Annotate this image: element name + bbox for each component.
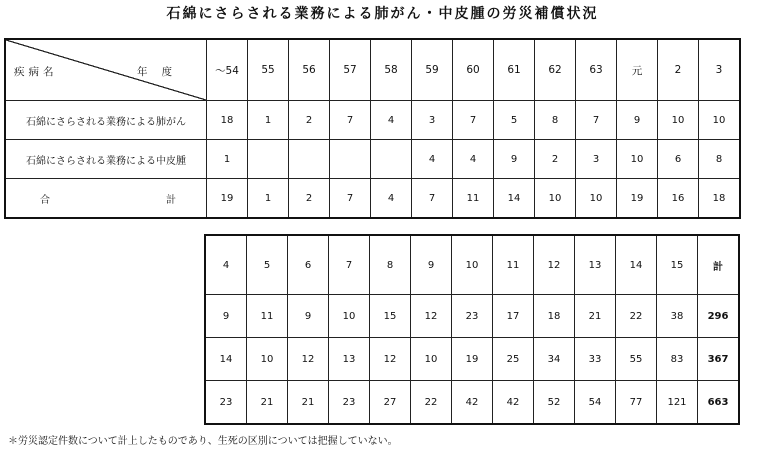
row-total-cell: 367 xyxy=(698,338,740,381)
year-header: 59 xyxy=(412,39,453,101)
table-cell xyxy=(248,140,289,179)
total-cell: 14 xyxy=(494,179,535,219)
table-cell: 2 xyxy=(289,101,330,140)
total-header: 計 xyxy=(698,235,740,295)
year-header: 2 xyxy=(658,39,699,101)
table1-row-mesothelioma xyxy=(5,140,740,179)
year-header: 12 xyxy=(534,235,575,295)
table-cell: 10 xyxy=(329,295,370,338)
table-cell: 19 xyxy=(452,338,493,381)
year-header: 61 xyxy=(494,39,535,101)
year-header: 56 xyxy=(289,39,330,101)
total-cell: 54 xyxy=(575,381,616,425)
year-header: 5 xyxy=(247,235,288,295)
table-cell: 34 xyxy=(534,338,575,381)
table-cell: 7 xyxy=(576,101,617,140)
total-cell: 23 xyxy=(329,381,370,425)
table-cell: 6 xyxy=(658,140,699,179)
year-header: 元 xyxy=(617,39,658,101)
compensation-table-1 xyxy=(4,38,741,219)
table2-row-total xyxy=(205,381,739,425)
table-cell: 15 xyxy=(370,295,411,338)
year-header: ～54 xyxy=(207,39,248,101)
table-cell: 13 xyxy=(329,338,370,381)
table-cell: 1 xyxy=(207,140,248,179)
table-cell: 9 xyxy=(617,101,658,140)
year-header: 10 xyxy=(452,235,493,295)
row-total-cell: 296 xyxy=(698,295,740,338)
table-cell: 2 xyxy=(535,140,576,179)
total-cell: 42 xyxy=(452,381,493,425)
total-cell: 121 xyxy=(657,381,698,425)
total-cell: 1 xyxy=(248,179,289,219)
year-header: 11 xyxy=(493,235,534,295)
table-cell xyxy=(371,140,412,179)
table-cell: 22 xyxy=(616,295,657,338)
table1-row-lung-cancer xyxy=(5,101,740,140)
total-label-right: 計 xyxy=(166,195,176,206)
total-cell: 10 xyxy=(535,179,576,219)
year-header: 8 xyxy=(370,235,411,295)
total-cell: 7 xyxy=(412,179,453,219)
table-cell: 5 xyxy=(494,101,535,140)
table-cell: 17 xyxy=(493,295,534,338)
total-cell: 42 xyxy=(493,381,534,425)
total-cell: 21 xyxy=(288,381,329,425)
total-cell: 52 xyxy=(534,381,575,425)
compensation-table-2 xyxy=(204,234,740,425)
table-cell xyxy=(289,140,330,179)
total-cell: 19 xyxy=(207,179,248,219)
table-cell xyxy=(330,140,371,179)
row-label: 石綿にさらされる業務による肺がん xyxy=(5,101,207,140)
total-cell: 21 xyxy=(247,381,288,425)
table2-row-mesothelioma xyxy=(205,338,739,381)
table-cell: 9 xyxy=(288,295,329,338)
total-cell: 77 xyxy=(616,381,657,425)
table-cell: 10 xyxy=(658,101,699,140)
table-cell: 10 xyxy=(617,140,658,179)
footnote: ＊労災認定件数について計上したものであり、生死の区別については把握していない。 xyxy=(8,436,398,447)
total-cell: 27 xyxy=(370,381,411,425)
total-cell: 22 xyxy=(411,381,452,425)
table-cell: 11 xyxy=(247,295,288,338)
table-cell: 8 xyxy=(535,101,576,140)
total-cell: 18 xyxy=(699,179,741,219)
table-cell: 14 xyxy=(205,338,247,381)
corner-label-disease: 疾病名 xyxy=(14,66,58,78)
year-header: 60 xyxy=(453,39,494,101)
table-cell: 21 xyxy=(575,295,616,338)
table-cell: 10 xyxy=(699,101,741,140)
year-header: 15 xyxy=(657,235,698,295)
total-cell: 4 xyxy=(371,179,412,219)
table-cell: 23 xyxy=(452,295,493,338)
year-header: 4 xyxy=(205,235,247,295)
year-header: 13 xyxy=(575,235,616,295)
year-header: 7 xyxy=(329,235,370,295)
table-cell: 4 xyxy=(371,101,412,140)
total-cell: 16 xyxy=(658,179,699,219)
year-header: 58 xyxy=(371,39,412,101)
corner-label-year: 年度 xyxy=(137,66,186,78)
total-label-cell xyxy=(5,179,207,219)
table-cell: 10 xyxy=(411,338,452,381)
table-cell: 4 xyxy=(453,140,494,179)
total-cell: 11 xyxy=(453,179,494,219)
total-label-left: 合 xyxy=(40,195,50,206)
total-cell: 2 xyxy=(289,179,330,219)
table-cell: 9 xyxy=(494,140,535,179)
table-cell: 3 xyxy=(576,140,617,179)
year-header: 3 xyxy=(699,39,741,101)
table-cell: 4 xyxy=(412,140,453,179)
grand-total-cell: 663 xyxy=(698,381,740,425)
table-cell: 7 xyxy=(330,101,371,140)
year-header: 14 xyxy=(616,235,657,295)
year-header: 63 xyxy=(576,39,617,101)
year-header: 9 xyxy=(411,235,452,295)
table-cell: 1 xyxy=(248,101,289,140)
table-cell: 12 xyxy=(288,338,329,381)
year-header: 62 xyxy=(535,39,576,101)
table-cell: 12 xyxy=(411,295,452,338)
table-cell: 33 xyxy=(575,338,616,381)
year-header: 55 xyxy=(248,39,289,101)
row-label: 石綿にさらされる業務による中皮腫 xyxy=(5,140,207,179)
table-cell: 55 xyxy=(616,338,657,381)
table-cell: 25 xyxy=(493,338,534,381)
table1-corner-cell xyxy=(5,39,207,101)
table-cell: 38 xyxy=(657,295,698,338)
total-cell: 7 xyxy=(330,179,371,219)
table2-header-row xyxy=(205,235,739,295)
table2-row-lung-cancer xyxy=(205,295,739,338)
table-cell: 18 xyxy=(207,101,248,140)
table-cell: 3 xyxy=(412,101,453,140)
table-cell: 10 xyxy=(247,338,288,381)
total-cell: 23 xyxy=(205,381,247,425)
total-cell: 10 xyxy=(576,179,617,219)
year-header: 57 xyxy=(330,39,371,101)
page-title: 石綿にさらされる業務による肺がん・中皮腫の労災補償状況 xyxy=(166,6,599,22)
table-cell: 7 xyxy=(453,101,494,140)
table-cell: 18 xyxy=(534,295,575,338)
table-cell: 83 xyxy=(657,338,698,381)
table1-row-total xyxy=(5,179,740,219)
total-cell: 19 xyxy=(617,179,658,219)
table-cell: 9 xyxy=(205,295,247,338)
table-cell: 8 xyxy=(699,140,741,179)
table-cell: 12 xyxy=(370,338,411,381)
table1-header-row xyxy=(5,39,740,101)
year-header: 6 xyxy=(288,235,329,295)
